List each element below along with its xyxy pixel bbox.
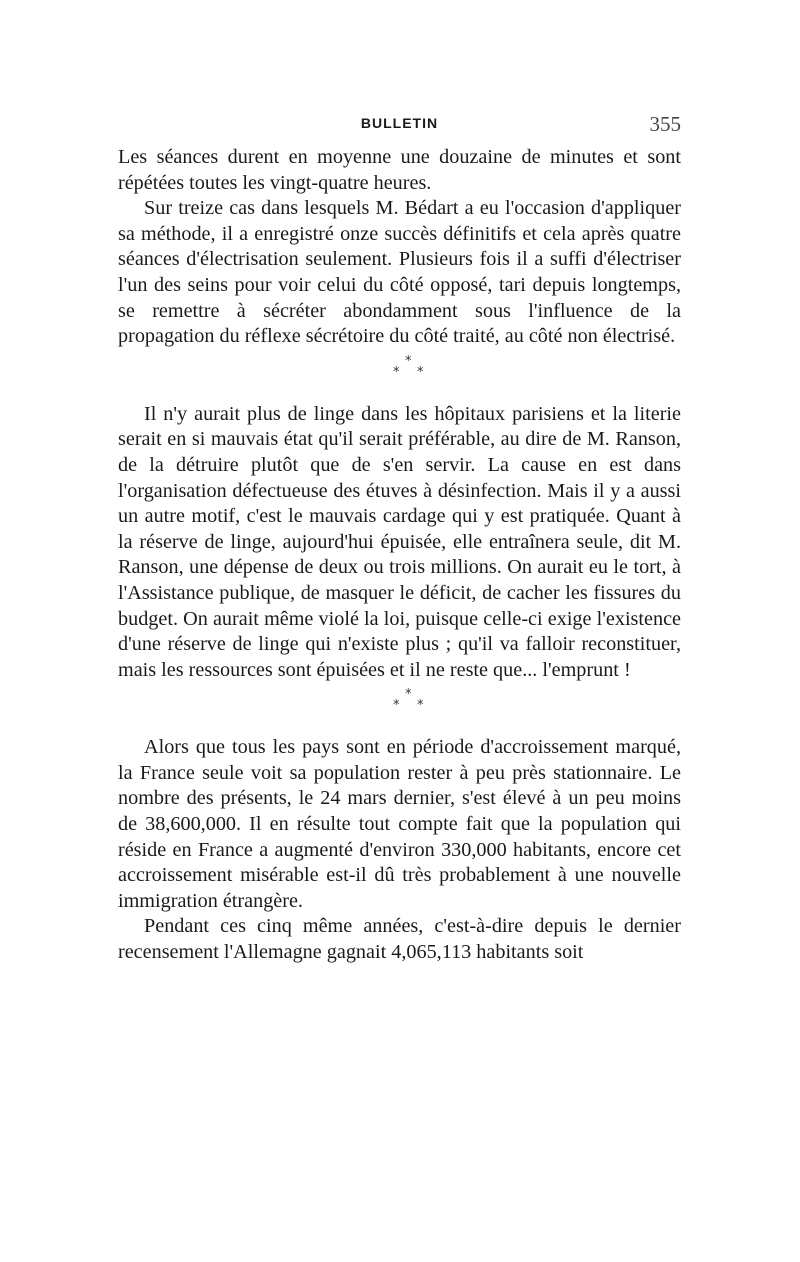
asterism-star: * — [405, 687, 412, 703]
page-number: 355 — [649, 112, 681, 136]
paragraph-seances: Les séances durent en moyenne une douzaine de minutes et sont répétées toutes les vingt-quatre heures. — [118, 146, 681, 194]
running-title: BULLETIN — [360, 115, 439, 131]
asterism-star: * — [393, 364, 400, 380]
section-separator-asterism — [118, 683, 681, 735]
asterism-star: * — [417, 698, 424, 714]
asterism-star: * — [405, 353, 412, 369]
asterism-star: * — [393, 698, 400, 714]
page-header — [118, 112, 681, 136]
paragraph-germany-census: Pendant ces cinq même années, c'est-à-dire depuis le dernier recensement l'Allemagne gagnait 4,065,113 habitants soit — [118, 915, 681, 964]
section-separator-asterism — [118, 350, 681, 402]
paragraph-bedart-method: Sur treize cas dans lesquels M. Bédart a eu l'occasion d'appliquer sa méthode, il a enregistré onze succès définitifs et cela après quatre séances d'électrisation seulement. Plusieurs fois il a suffi d'électriser l'un des seins pour voir celui du côté opposé, tari depuis longtemps, se remettre à sécréter abondamment sous l'influence de la propagation du réflexe sécrétoire du côté traité, au côté non électrisé. — [118, 197, 681, 348]
paragraph-france-population: Alors que tous les pays sont en période d'accroissement marqué, la France seule voit sa population rester à peu près stationnaire. Le nombre des présents, le 24 mars dernier, s'est élevé à un peu moins de 38,600,000. Il en résulte tout compte fait que la population qui réside en France a augmenté d'environ 330,000 habitants, encore cet accroissement misérable est-il dû très probablement à une nouvelle immigration étrangère. — [118, 736, 681, 912]
page-body — [118, 145, 681, 966]
asterism-star: * — [417, 364, 424, 380]
paragraph-hospital-linen: Il n'y aurait plus de linge dans les hôpitaux parisiens et la literie serait en si mauvais état qu'il serait préférable, au dire de M. Ranson, de la détruire plutôt que de s'en servir. La cause en est dans l'organisation défectueuse des étuves à désinfection. Mais il y a aussi un autre motif, c'est le mauvais cardage qui y est pratiquée. Quant à la réserve de linge, aujourd'hui épuisée, elle entraînera seule, dit M. Ranson, une dépense de deux ou trois millions. On aurait eu le tort, à l'Assistance publique, de masquer le déficit, de cacher les fissures du budget. On aurait même violé la loi, puisque celle-ci exige l'existence d'une réserve de linge qui n'existe plus ; qu'il va falloir reconstituer, mais les ressources sont épuisées et il ne reste que... l'emprunt ! — [118, 402, 681, 681]
